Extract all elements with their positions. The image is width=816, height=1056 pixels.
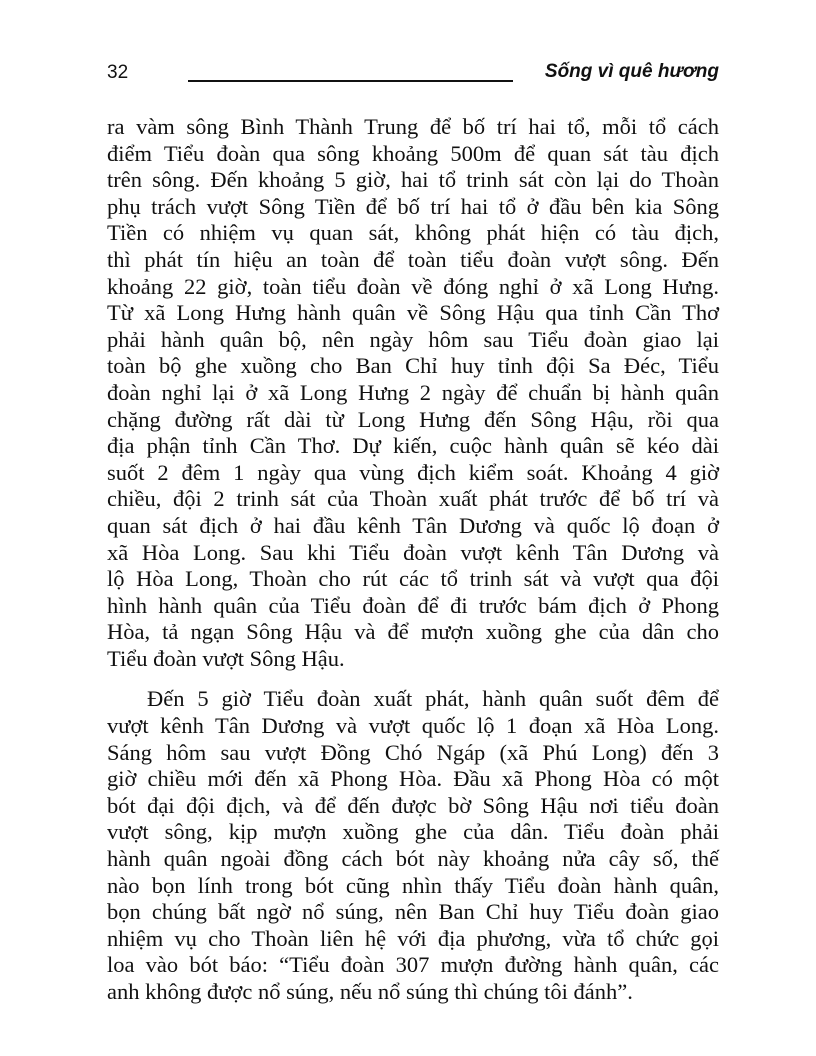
text-line: Từ xã Long Hưng hành quân về Sông Hậu qua tỉnh Cần Thơ bbox=[107, 300, 719, 326]
text-line: anh không được nổ súng, nếu nổ súng thì chúng tôi đánh”. bbox=[107, 979, 633, 1004]
text-line: hành quân ngoài đồng cách bót này khoảng nửa cây số, thế bbox=[107, 846, 719, 872]
text-line: trên sông. Đến khoảng 5 giờ, hai tổ trinh sát còn lại do Thoàn bbox=[107, 167, 719, 193]
text-line: chặng đường rất dài từ Long Hưng đến Sông Hậu, rồi qua bbox=[107, 406, 719, 432]
text-line: điểm Tiểu đoàn qua sông khoảng 500m để quan sát tàu địch bbox=[107, 140, 719, 166]
text-line: Hòa, tả ngạn Sông Hậu và để mượn xuồng ghe của dân cho bbox=[107, 619, 719, 645]
text-line: giờ chiều mới đến xã Phong Hòa. Đầu xã Phong Hòa có một bbox=[107, 766, 719, 792]
text-line: quan sát địch ở hai đầu kênh Tân Dương và quốc lộ đoạn ở bbox=[107, 512, 719, 538]
text-line: vượt kênh Tân Dương và vượt quốc lộ 1 đoạn xã Hòa Long. bbox=[107, 713, 719, 739]
text-line: ra vàm sông Bình Thành Trung để bố trí hai tổ, mỗi tổ cách bbox=[107, 114, 719, 139]
text-line: Sáng hôm sau vượt Đồng Chó Ngáp (xã Phú Long) đến 3 bbox=[107, 739, 719, 765]
text-line: Tiền có nhiệm vụ quan sát, không phát hiện có tàu địch, bbox=[107, 220, 719, 246]
text-line: nào bọn lính trong bót cũng nhìn thấy Tiểu đoàn hành quân, bbox=[107, 872, 719, 898]
text-line: Đến 5 giờ Tiểu đoàn xuất phát, hành quân suốt đêm để bbox=[147, 686, 719, 712]
header-rule bbox=[188, 80, 513, 82]
text-line: khoảng 22 giờ, toàn tiểu đoàn về đóng nghỉ ở xã Long Hưng. bbox=[107, 273, 719, 299]
text-line: thì phát tín hiệu an toàn để toàn tiểu đoàn vượt sông. Đến bbox=[107, 246, 719, 272]
text-line: lộ Hòa Long, Thoàn cho rút các tổ trinh sát và vượt qua đội bbox=[107, 566, 719, 592]
text-line: bót đại đội địch, và để đến được bờ Sông Hậu nơi tiểu đoàn bbox=[107, 792, 719, 818]
page-number: 32 bbox=[107, 62, 129, 83]
text-line: đoàn nghỉ lại ở xã Long Hưng 2 ngày để chuẩn bị hành quân bbox=[107, 379, 719, 405]
text-line: suốt 2 đêm 1 ngày qua vùng địch kiểm soát. Khoảng 4 giờ bbox=[107, 459, 719, 485]
text-line: vượt sông, kịp mượn xuồng ghe của dân. Tiểu đoàn phải bbox=[107, 819, 719, 845]
text-line: loa vào bót báo: “Tiểu đoàn 307 mượn đường hành quân, các bbox=[107, 952, 719, 978]
text-line: địa phận tỉnh Cần Thơ. Dự kiến, cuộc hành quân sẽ kéo dài bbox=[107, 433, 719, 459]
text-line: hình hành quân của Tiểu đoàn để đi trước bám địch ở Phong bbox=[107, 592, 719, 618]
paragraph bbox=[107, 686, 719, 1005]
text-line: Tiểu đoàn vượt Sông Hậu. bbox=[107, 645, 345, 671]
text-line: nhiệm vụ cho Thoàn liên hệ với địa phương, vừa tổ chức gọi bbox=[107, 925, 719, 951]
text-line: phụ trách vượt Sông Tiền để bố trí hai tổ ở đầu bên kia Sông bbox=[107, 193, 719, 219]
paragraph bbox=[107, 114, 719, 672]
text-line: chiều, đội 2 trinh sát của Thoàn xuất phát trước để bố trí và bbox=[107, 486, 719, 512]
page-body bbox=[107, 114, 719, 1020]
running-title: Sống vì quê hương bbox=[544, 61, 719, 82]
page-header bbox=[107, 60, 719, 90]
text-line: toàn bộ ghe xuồng cho Ban Chỉ huy tỉnh đội Sa Đéc, Tiểu bbox=[107, 353, 719, 379]
text-line: bọn chúng bất ngờ nổ súng, nên Ban Chỉ huy Tiểu đoàn giao bbox=[107, 899, 719, 925]
text-line: xã Hòa Long. Sau khi Tiểu đoàn vượt kênh Tân Dương và bbox=[107, 539, 719, 565]
text-line: phải hành quân bộ, nên ngày hôm sau Tiểu đoàn giao lại bbox=[107, 326, 719, 352]
